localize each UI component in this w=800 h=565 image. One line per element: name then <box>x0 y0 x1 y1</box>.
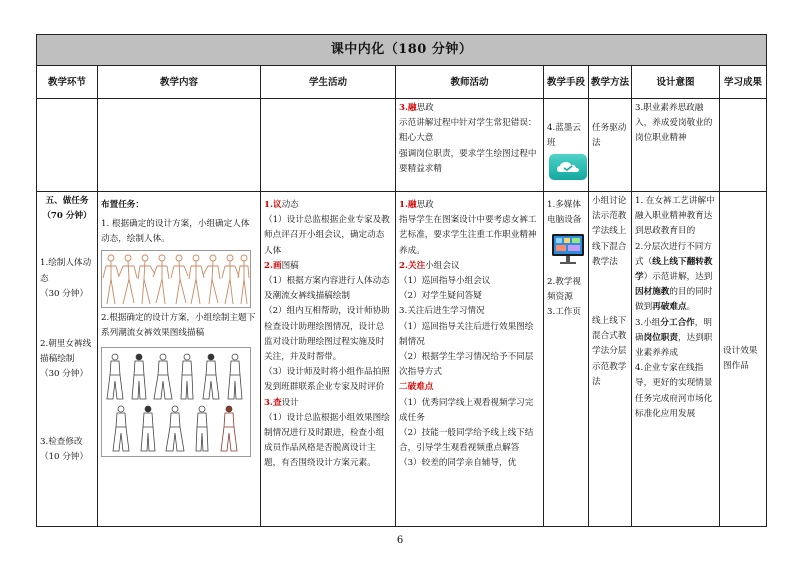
table-row <box>37 99 767 192</box>
r2-student: 1.议动态 （1）设计总监根据企业专家及教师点评召开小组会议，确定动态人体 2.画图稿 （1）根据方案内容进行人体动态及潮流女裤线描稿绘制 （2）组内互相帮助，设计师协助检查设计助理绘图情况，设计总监对设计助理绘图过程实施及时关注，并及时帮带。 （3）设计师及时将小组作品拍照发到班群联系企业专家及时评价 3.查设计 （1）设计总监根据小组效果图绘制情况进行及时跟进，检查小组成员作品风格是否脱离设计主题，有否围绕设计方案元素。 <box>261 192 396 527</box>
teacher-step-label: 3.融 <box>399 103 417 113</box>
header-outcome: 学习成果 <box>720 66 767 99</box>
r1-teacher: 3.融思政 示范讲解过程中针对学生常犯错误：粗心大意 强调岗位职责，要求学生绘图过程中要精益求精 <box>396 99 544 192</box>
r1-method: 任务驱动法 <box>589 99 632 192</box>
multimedia-screen-icon <box>551 232 585 266</box>
r1-stage <box>37 99 98 192</box>
figure-poses-sketch <box>101 250 251 308</box>
table-title: 课中内化（180 分钟） <box>37 35 767 66</box>
r2-means: 1.多媒体电脑设备 2.教学视频资源 3.工作页 <box>544 192 589 527</box>
table-row <box>37 192 767 527</box>
r1-student <box>261 99 396 192</box>
r1-content <box>98 99 261 192</box>
teacher-text: 示范讲解过程中针对学生常犯错误：粗心大意 <box>399 118 537 144</box>
r2-intent: 1. 在女裤工艺讲解中融入职业精神教育达到思政教育目的 2.分层次进行不同方式（线上线下翻转教学）示范讲解，达到因材施教的目的同时做到再破难点。 3.小组分工合作，明确岗位职责，达到职业素养养成 4.企业专家在线指导，更好的实现情景任务完成府河市场化标准化应用发展 <box>632 192 720 527</box>
header-student: 学生活动 <box>261 66 396 99</box>
header-intent: 设计意图 <box>632 66 720 99</box>
header-means: 教学手段 <box>544 66 589 99</box>
r1-intent: 3.职业素养思政融入，养成爱岗敬业的岗位职业精神 <box>632 99 720 192</box>
header-stage: 教学环节 <box>37 66 98 99</box>
header-method: 教学方法 <box>589 66 632 99</box>
difficulty-label: 二破难点 <box>399 382 434 393</box>
cloud-class-app-icon <box>549 154 587 180</box>
r2-outcome <box>720 192 767 527</box>
r2-stage: 五、做任务 （70 分钟） 1.绘制人体动态 （30 分钟） 2.朝里女裤线描稿绘制 （30 分钟） 3.检查修改 （10 分钟） <box>37 192 98 527</box>
lesson-plan-table <box>36 34 767 527</box>
header-teacher: 教师活动 <box>396 66 544 99</box>
r2-teacher: 1.融思政 指导学生在图案设计中要考虑女裤工艺标准，要求学生注重工作职业精神养成。 2.关注小组会议 （1）巡回指导小组会议 （2）对学生疑问答疑 3.关注后进生学习情况 （1）巡回指导关注后进行效果图绘制情况 （2）根据学生学习情况给予不同层次指导方式 二破难点 （1）优秀同学线上观看视频学习完成任务 （2）技能一般同学给予线上线下结合，引导学生观看视频重点解答 （3）较差的同学亲自辅导，优 <box>396 192 544 527</box>
page-number: 6 <box>396 535 404 546</box>
r1-means: 4.蓝墨云班 <box>544 99 589 192</box>
task-heading: 布置任务： <box>101 200 144 210</box>
r1-outcome <box>720 99 767 192</box>
outcome-text: 设计效果图作品 <box>723 345 758 371</box>
r2-method: 小组讨论法示范教学法线上线下混合教学法 线上线下混合式教学法分层示范教学法 <box>589 192 632 527</box>
r2-content: 布置任务： 1. 根据确定的设计方案，小组确定人体动态，绘制人体。 2.根据确定的设计方案，小组绘制主题下系列潮流女裤效果图线描稿 <box>98 192 261 527</box>
header-content: 教学内容 <box>98 66 261 99</box>
teacher-text: 强调岗位职责，要求学生绘图过程中要精益求精 <box>399 148 537 174</box>
trousers-line-drawing-sketch <box>101 347 251 457</box>
